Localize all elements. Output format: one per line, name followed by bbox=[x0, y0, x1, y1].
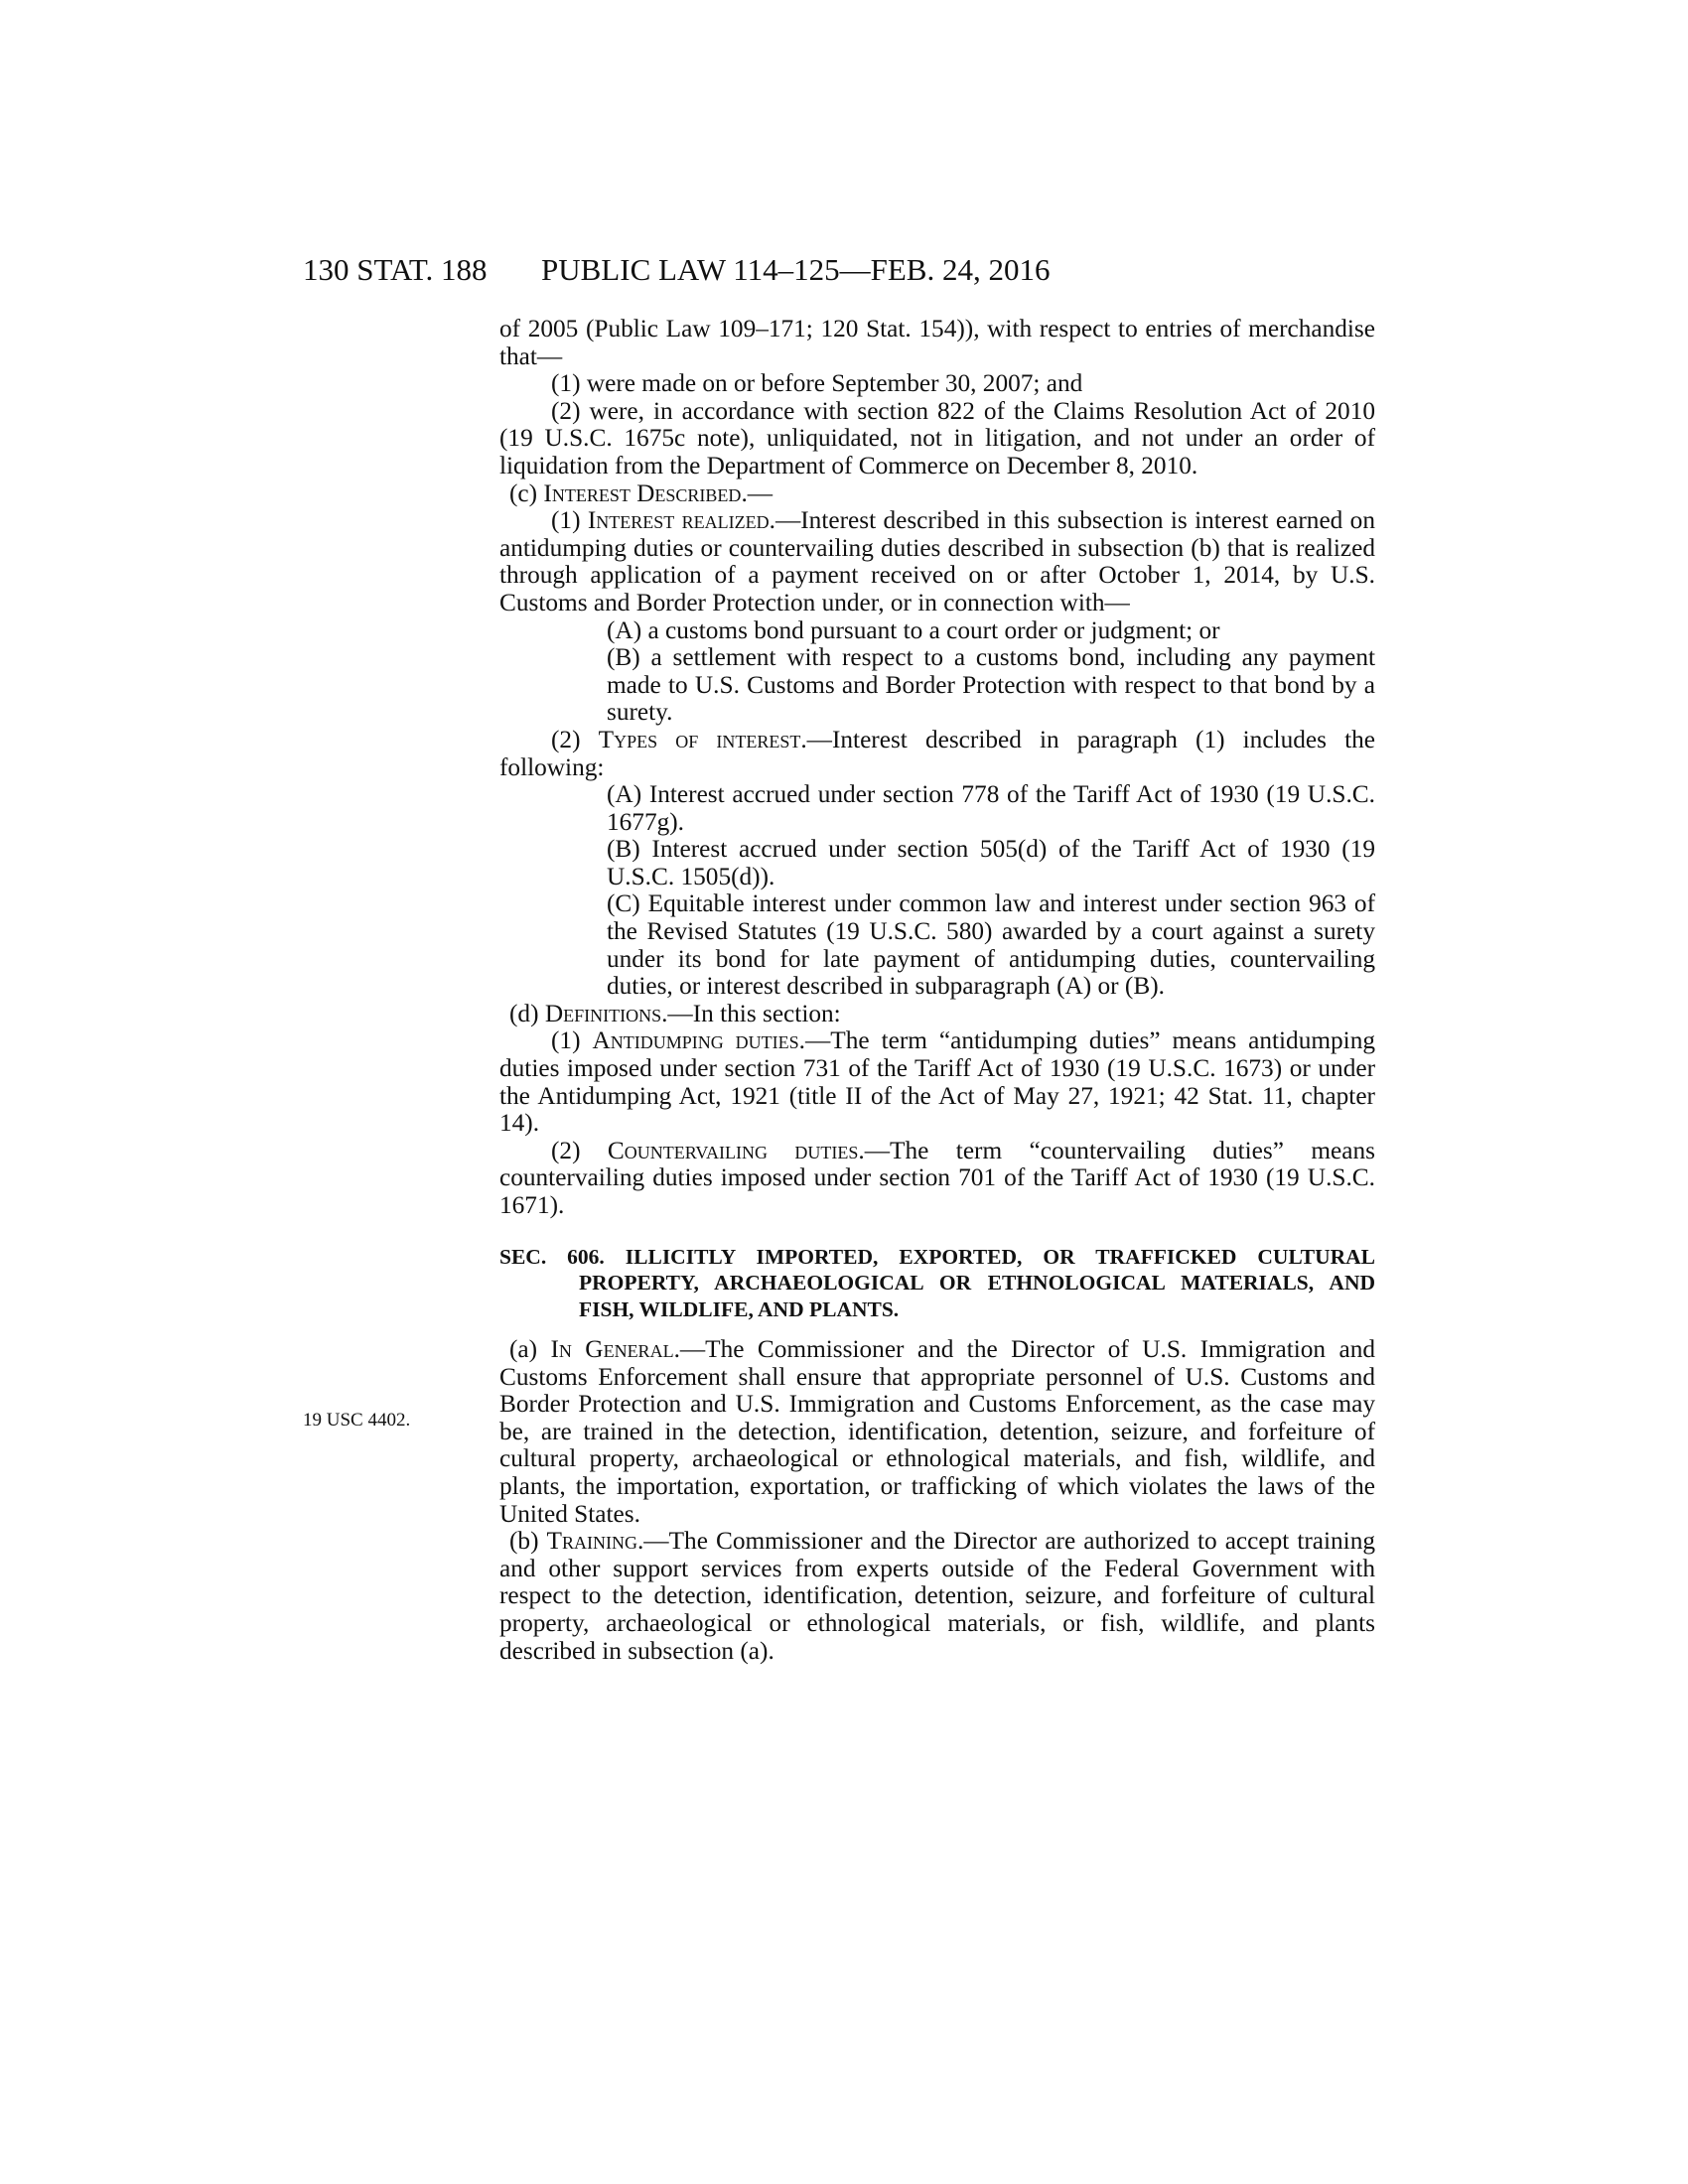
paragraph-d1 bbox=[499, 1027, 1375, 1137]
subsection-b-label: (b) bbox=[509, 1527, 547, 1556]
subsection-d-label: (d) bbox=[509, 999, 545, 1027]
paragraph-c2-heading: Types of interest bbox=[598, 725, 801, 753]
subparagraph-c2A: (A) Interest accrued under section 778 of the Tariff Act of 1930 (19 U.S.C. 1677g). bbox=[607, 780, 1375, 836]
paragraph-d2-label: (2) bbox=[551, 1136, 608, 1164]
subsection-b-text: .—The Commissioner and the Director are authorized to accept training and other support services from experts outside of the Federal Government with respect to the detection, identification, detention, seizure, and forfeiture of cultural property, archaeological or ethnological materials, or fish, wildlife, and plants described in subsection (a). bbox=[499, 1527, 1376, 1665]
paragraph-c2 bbox=[499, 727, 1375, 781]
subparagraph-c1A bbox=[499, 617, 1375, 645]
subsection-d-heading: Definitions bbox=[544, 999, 662, 1027]
paragraph-d2-heading: Countervailing duties bbox=[607, 1136, 859, 1164]
paragraph-c2-label: (2) bbox=[551, 725, 599, 753]
subparagraph-c1B: (B) a settlement with respect to a customs bond, including any payment made to U.S. Customs and Border Protection with respect to that bond by a surety. bbox=[607, 643, 1375, 727]
document-body bbox=[499, 316, 1375, 1665]
paragraph-d2-text: .—The term “countervailing duties” means countervailing duties imposed under section 701 of the Tariff Act of 1930 (19 U.S.C. 1671). bbox=[499, 1136, 1375, 1219]
subsection-c bbox=[499, 480, 1375, 508]
paragraph-c1-heading: Interest realized bbox=[587, 506, 770, 535]
subsection-a-label: (a) bbox=[509, 1335, 551, 1364]
subparagraph-c1A-text: (A) a customs bond pursuant to a court order or judgment; or bbox=[607, 615, 1220, 644]
paragraph-d1-label: (1) bbox=[551, 1026, 593, 1055]
paragraph-d2 bbox=[499, 1138, 1375, 1220]
running-title: PUBLIC LAW 114–125—FEB. 24, 2016 bbox=[541, 252, 1051, 287]
paragraph-item-1: (1) were made on or before September 30, 2007; and bbox=[551, 369, 1083, 398]
statute-page-number: 130 STAT. 188 bbox=[303, 252, 488, 287]
subsection-a-heading: In General bbox=[550, 1335, 674, 1364]
paragraph-c1 bbox=[499, 507, 1375, 616]
paragraph-d1-text: .—The term “antidumping duties” means antidumping duties imposed under section 731 of the Tariff Act of 1930 (19 U.S.C. 1673) or under the Antidumping Act, 1921 (title II of the Act of May 27, 1921; 42 Stat. 11, chapter 14). bbox=[499, 1026, 1375, 1138]
subsection-d bbox=[499, 1001, 1375, 1028]
paragraph-c1-label: (1) bbox=[551, 506, 588, 535]
paragraph-d1-heading: Antidumping duties bbox=[592, 1026, 799, 1055]
section-606-title: SEC. 606. ILLICITLY IMPORTED, EXPORTED, OR TRAFFICKED CULTURAL PROPERTY, ARCHAEOLOGICAL OR ETHNOLOGICAL MATERIALS, AND FISH, WILDLIFE, AND PLANTS. bbox=[499, 1244, 1375, 1321]
margin-citation: 19 USC 4402. bbox=[303, 1410, 411, 1431]
subsection-d-text: .—In this section: bbox=[661, 999, 841, 1027]
page-header bbox=[303, 250, 1375, 290]
subsection-a-text: .—The Commissioner and the Director of U.S. Immigration and Customs Enforcement shall ensure that appropriate personnel of U.S. Customs and Border Protection and U.S. Immigration and Customs Enforcement, as the case may be, are trained in the detection, identification, detention, seizure, and forfeiture of cultural property, archaeological or ethnological materials, and fish, wildlife, and plants, the importation, exportation, or trafficking of which violates the laws of the United States. bbox=[499, 1335, 1375, 1528]
subsection-b bbox=[499, 1528, 1375, 1665]
paragraph-c2-text: .—Interest described in paragraph (1) includes the following: bbox=[499, 725, 1375, 781]
paragraph-continuation: of 2005 (Public Law 109–171; 120 Stat. 154)), with respect to entries of merchandise that— bbox=[499, 315, 1375, 370]
subsection-a bbox=[499, 1336, 1375, 1528]
subsection-c-label: (c) bbox=[509, 478, 544, 507]
subsection-b-heading: Training bbox=[546, 1527, 637, 1556]
subparagraph-c2C: (C) Equitable interest under common law and interest under section 963 of the Revised Statutes (19 U.S.C. 580) awarded by a court against a surety under its bond for late payment of antidumping duties, countervailing duties, or interest described in subparagraph (A) or (B). bbox=[607, 889, 1375, 1001]
paragraph-c1-text: .—Interest described in this subsection is interest earned on antidumping duties or countervailing duties described in subsection (b) that is realized through application of a payment received on or after October 1, 2014, by U.S. Customs and Border Protection under, or in connection with— bbox=[499, 506, 1375, 616]
section-606-heading bbox=[499, 1244, 1375, 1323]
subsection-c-dash: .— bbox=[741, 478, 774, 507]
paragraph-item-2: (2) were, in accordance with section 822 of the Claims Resolution Act of 2010 (19 U.S.C. 1675c note), unliquidated, not in litigation, and not under an order of liquidation from the Department of Commerce on December 8, 2010. bbox=[499, 396, 1375, 479]
subparagraph-c2B: (B) Interest accrued under section 505(d) of the Tariff Act of 1930 (19 U.S.C. 1505(d)). bbox=[607, 835, 1375, 890]
subsection-c-heading: Interest Described bbox=[543, 478, 742, 507]
